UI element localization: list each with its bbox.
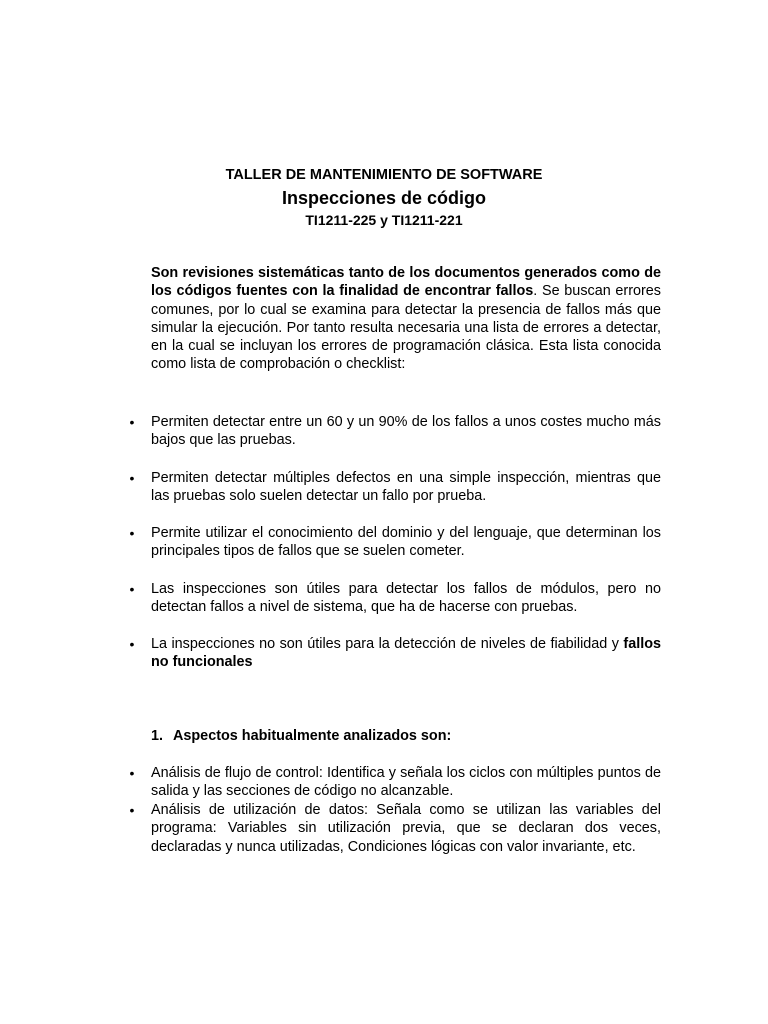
list-item: [129, 524, 661, 561]
list-item-text: La inspecciones no son útiles para la detección de niveles de fiabilidad y: [151, 636, 624, 652]
intro-bold-text: Son revisiones sistemáticas tanto de los documentos generados como de los códigos fuentes con la finalidad de encontrar fallos: [151, 265, 661, 300]
bullet-icon: •: [129, 765, 135, 781]
section-heading-text: Aspectos habitualmente analizados son:: [173, 728, 452, 744]
intro-paragraph: [151, 264, 661, 374]
list-item: [129, 635, 661, 672]
list-item-text: Análisis de flujo de control: Identifica y señala los ciclos con múltiples puntos de salida y las secciones de código no alcanzable.: [151, 765, 661, 800]
bullet-icon: •: [129, 581, 135, 597]
document-subtitle: Inspecciones de código: [281, 188, 487, 208]
course-codes: TI1211-225 y TI1211-221: [305, 212, 463, 228]
section-number: 1.: [151, 728, 164, 744]
document-title: TALLER DE MANTENIMIENTO DE SOFTWARE: [225, 167, 543, 183]
section-heading: [151, 727, 661, 745]
list-item: [129, 764, 661, 801]
list-item-text: Análisis de utilización de datos: Señala como se utilizan las variables del programa: Variables sin utilización previa, que se declaran dos veces, declaradas y nunca utilizadas, Condiciones lógicas con valor invariante, etc.: [151, 802, 661, 855]
bullet-icon: •: [129, 636, 135, 652]
list-item: [129, 413, 661, 450]
list-item-text: Permiten detectar múltiples defectos en una simple inspección, mientras que las pruebas solo suelen detectar un fallo por prueba.: [151, 470, 661, 505]
list-item-bold-text: fallos no funcionales: [151, 636, 661, 671]
bullet-icon: •: [129, 802, 135, 818]
list-item-text: Las inspecciones son útiles para detectar los fallos de módulos, pero no detectan fallos a nivel de sistema, que ha de hacerse con pruebas.: [151, 581, 661, 616]
bullet-icon: •: [129, 525, 135, 541]
list-item: [129, 469, 661, 506]
list-item: [129, 801, 661, 856]
list-item: [129, 580, 661, 617]
bullet-icon: •: [129, 470, 135, 486]
bullet-icon: •: [129, 414, 135, 430]
intro-text: . Se buscan errores comunes, por lo cual se examina para detectar la presencia de fallos más que simular la ejecución. Por tanto resulta necesaria una lista de errores a detectar, en la cual se incluyan los errores de programación clásica. Esta lista conocida como lista de comprobación o checklist:: [151, 283, 661, 373]
list-item-text: Permite utilizar el conocimiento del dominio y del lenguaje, que determinan los principales tipos de fallos que se suelen cometer.: [151, 525, 661, 560]
list-item-text: Permiten detectar entre un 60 y un 90% de los fallos a unos costes mucho más bajos que las pruebas.: [151, 414, 661, 449]
